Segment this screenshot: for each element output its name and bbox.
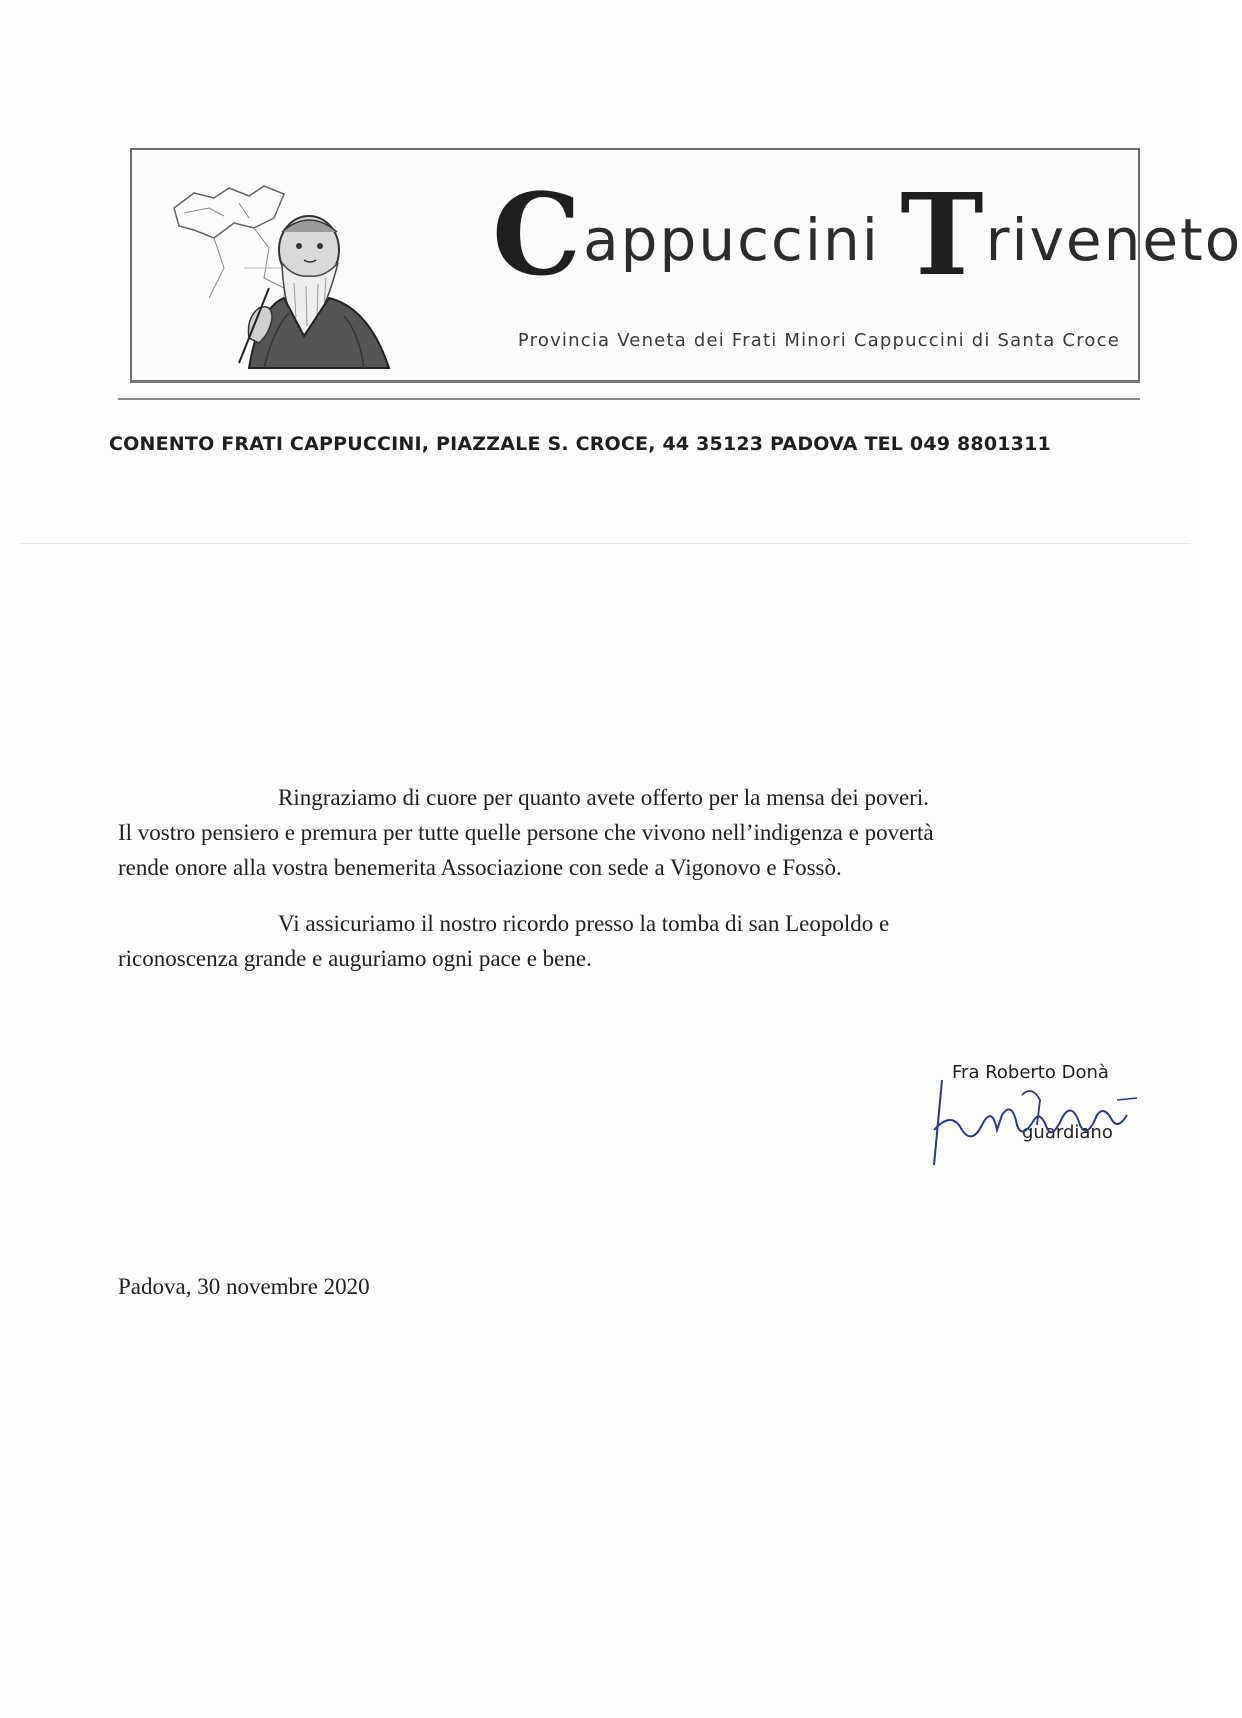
signature-block <box>922 1062 1142 1172</box>
brand-title: Cappuccini Triveneto <box>492 170 1242 301</box>
scan-artifact-line <box>20 543 1190 544</box>
body-line: Il vostro pensiero e premura per tutte quelle persone che vivono nell’indigenza e povertà <box>118 820 934 845</box>
letter-date: Padova, 30 novembre 2020 <box>118 1274 370 1299</box>
body-line: Ringraziamo di cuore per quanto avete offerto per la mensa dei poveri. <box>278 785 929 810</box>
letterhead <box>130 148 1242 383</box>
handwritten-signature <box>922 1070 1142 1170</box>
address-line: CONENTO FRATI CAPPUCCINI, PIAZZALE S. CROCE, 44 35123 PADOVA TEL 049 8801311 <box>109 433 1051 455</box>
header-divider <box>118 398 1140 400</box>
body-line: Vi assicuriamo il nostro ricordo presso la tomba di san Leopoldo e <box>278 911 890 936</box>
body-line: riconoscenza grande e auguriamo ogni pace e bene. <box>118 946 592 971</box>
brand-subtitle: Provincia Veneta dei Frati Minori Cappuccini di Santa Croce <box>517 330 1120 351</box>
signatory-role: guardiano <box>1022 1122 1113 1143</box>
letter-body <box>118 780 1078 976</box>
body-line: rende onore alla vostra benemerita Associazione con sede a Vigonovo e Fossò. <box>118 855 842 880</box>
signatory-name: Fra Roberto Donà <box>952 1062 1109 1083</box>
